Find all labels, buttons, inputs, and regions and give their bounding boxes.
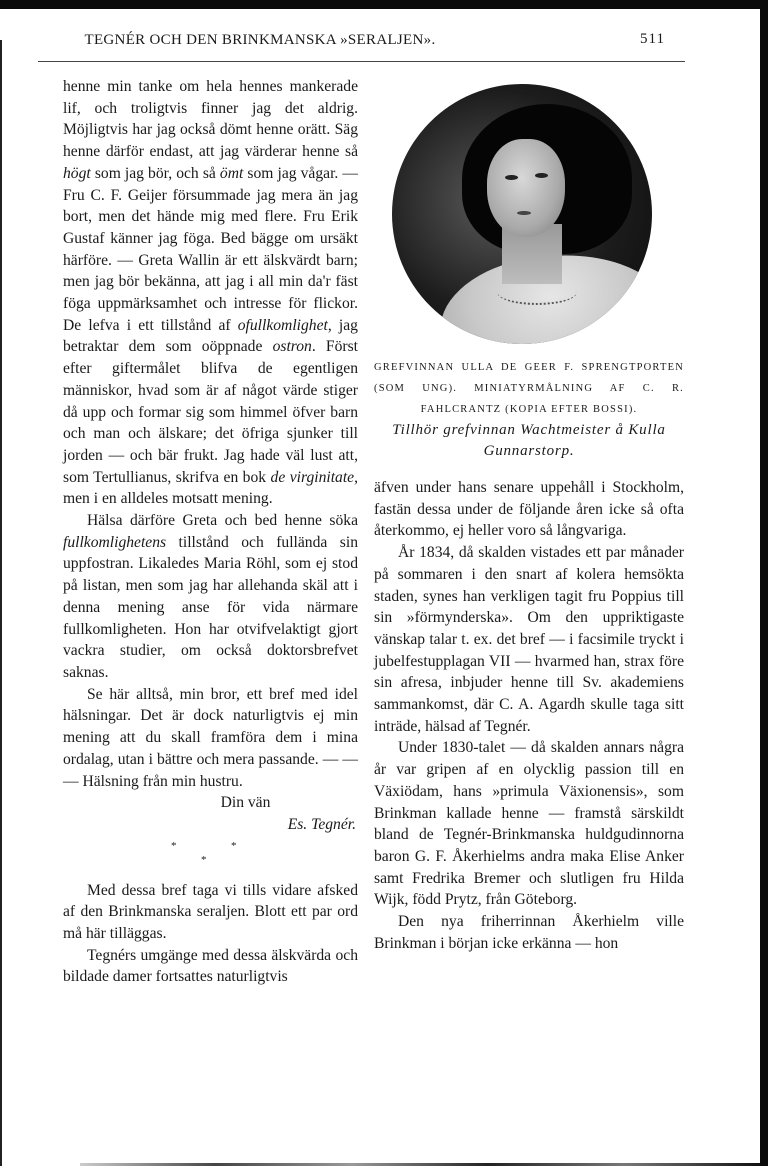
portrait-eye bbox=[535, 173, 548, 178]
paragraph: Tegnérs umgänge med dessa älskvärda och bildade damer fortsattes naturligtvis bbox=[63, 946, 358, 986]
header-rule bbox=[38, 61, 685, 62]
text-run: henne min tanke om hela hennes mankerade lif, och troligtvis finner jag det aldrig. Möjligtvis har jag också dömt henne orätt. Säg henne därför endast, att jag värderar henne så bbox=[63, 78, 358, 161]
caption-ownership: Tillhör grefvinnan Wachtmeister å Kulla Gunnarstorp. bbox=[392, 422, 666, 459]
asterisk: * bbox=[231, 839, 237, 852]
text-run: . Först efter giftermålet blifva de egentligen människor, hvad som är af något värde stiger då upp och formar sig som himmel öfver barn och man och älskare; det öfriga sjunker till jorden — och bär frukt. Jag hade väl lust att, som Tertullianus, skrifva en bok bbox=[63, 338, 358, 486]
portrait-eye bbox=[505, 175, 518, 180]
page-number: 511 bbox=[640, 31, 665, 47]
letter-signature: Es. Tegnér. bbox=[287, 815, 356, 833]
portrait-mouth bbox=[517, 211, 531, 215]
scan-border-top bbox=[0, 0, 768, 9]
figure-caption bbox=[374, 357, 684, 462]
portrait-face bbox=[487, 139, 565, 237]
paragraph: Med dessa bref taga vi tills vidare afsked af den Brinkmanska seraljen. Blott ett par ord må här tilläggas. bbox=[63, 881, 358, 943]
text-run: tillstånd och fullända sin uppfostran. Likaledes Maria Röhl, som ej stod på listan, men som jag har allehanda skäl att i denna mening anse för vida närmare fullkomligheten. Hon har otvifvelaktigt gjort vackra studier, om också doktorsbrefvet saknas. bbox=[63, 533, 358, 681]
text-run: , jag betraktar dem som oöppnade bbox=[63, 316, 358, 356]
paragraph bbox=[63, 76, 358, 510]
emphasis: fullkomlighetens bbox=[63, 533, 167, 551]
asterisk: * bbox=[201, 853, 207, 866]
paragraph: År 1834, då skalden vistades ett par månader på sommaren i den snart af kolera hemsökta staden, synes han verkligen tagit fru Poppius till sin »förmynderska». Om den uppriktigaste vänskap talar t. ex. det bref — i facsimile tryckt i jubelfestupplagan VII — hvarmed han, strax före sin afresa, inbjuder henne till Sv. akademiens sammankomst, där C. A. Agardh skulle taga sitt inträde, hälsad af Tegnér. bbox=[374, 544, 684, 735]
emphasis: högt bbox=[63, 164, 91, 182]
left-column bbox=[63, 76, 358, 988]
caption-title: GREFVINNAN ULLA DE GEER F. SPRENGTPORTEN (SOM UNG). MINIATYRMÅLNING AF C. R. FAHLCRANTZ (KOPIA EFTER BOSSI). bbox=[374, 362, 684, 415]
paragraph bbox=[63, 510, 358, 684]
emphasis: ömt bbox=[219, 164, 244, 182]
text-run: som jag bör, och så bbox=[90, 164, 220, 182]
paragraph: Se här alltså, min bror, ett bref med idel hälsningar. Det är dock naturligtvis ej min mening att du skall framföra dem i mina ordalag, utan i bättre och mera passande. — — — Hälsning från min hustru. bbox=[63, 685, 358, 790]
emphasis: ofullkomlighet bbox=[237, 316, 328, 334]
text-run: , men i en alldeles motsatt mening. bbox=[63, 468, 358, 508]
scan-border-right bbox=[760, 0, 768, 1166]
text-run: Hälsa därföre Greta och bed henne söka bbox=[87, 512, 358, 530]
paragraph: Den nya friherrinnan Åkerhielm ville Brinkman i början icke erkänna — hon bbox=[374, 913, 684, 952]
text-run: som jag vågar. — Fru C. F. Geijer försummade jag mera än jag bort, men det hände mig med flere. Fru Erik Gustaf känner jag föga. Bed bägge om ursäkt härföre. — Greta Wallin är ett älskvärdt barn; men jag bör bekänna, att jag i all min da'r fäst föga uppmärksamhet och intresse för flickor. De lefva i ett tillstånd af bbox=[63, 164, 358, 334]
portrait-image bbox=[392, 84, 652, 344]
paragraph: Under 1830-talet — då skalden annars några år var gripen af en olycklig passion till en Växiödam, hans »primula Växionensis», som Brinkman kallade henne — framstå särskildt bland de Tegnér-Brinkmanska huldgudinnorna baron G. F. Åkerhielms andra maka Elise Anker samt Fredrika Bremer och slutligen fru Hilda Wijk, född Prytz, från Göteborg. bbox=[374, 739, 684, 909]
running-head: TEGNÉR OCH DEN BRINKMANSKA »SERALJEN». bbox=[84, 32, 436, 48]
emphasis: de virginitate bbox=[270, 468, 355, 486]
right-column bbox=[374, 477, 684, 954]
asterism bbox=[63, 836, 358, 880]
scan-border-left bbox=[0, 40, 2, 1166]
asterisk: * bbox=[171, 839, 177, 852]
emphasis: ostron bbox=[272, 338, 312, 356]
portrait-necklace bbox=[497, 279, 577, 305]
letter-closing: Din vän bbox=[220, 794, 271, 812]
paragraph: äfven under hans senare uppehåll i Stockholm, fastän dessa under de följande åren icke så ofta återkommo, ej heller voro så långvariga. bbox=[374, 479, 684, 540]
